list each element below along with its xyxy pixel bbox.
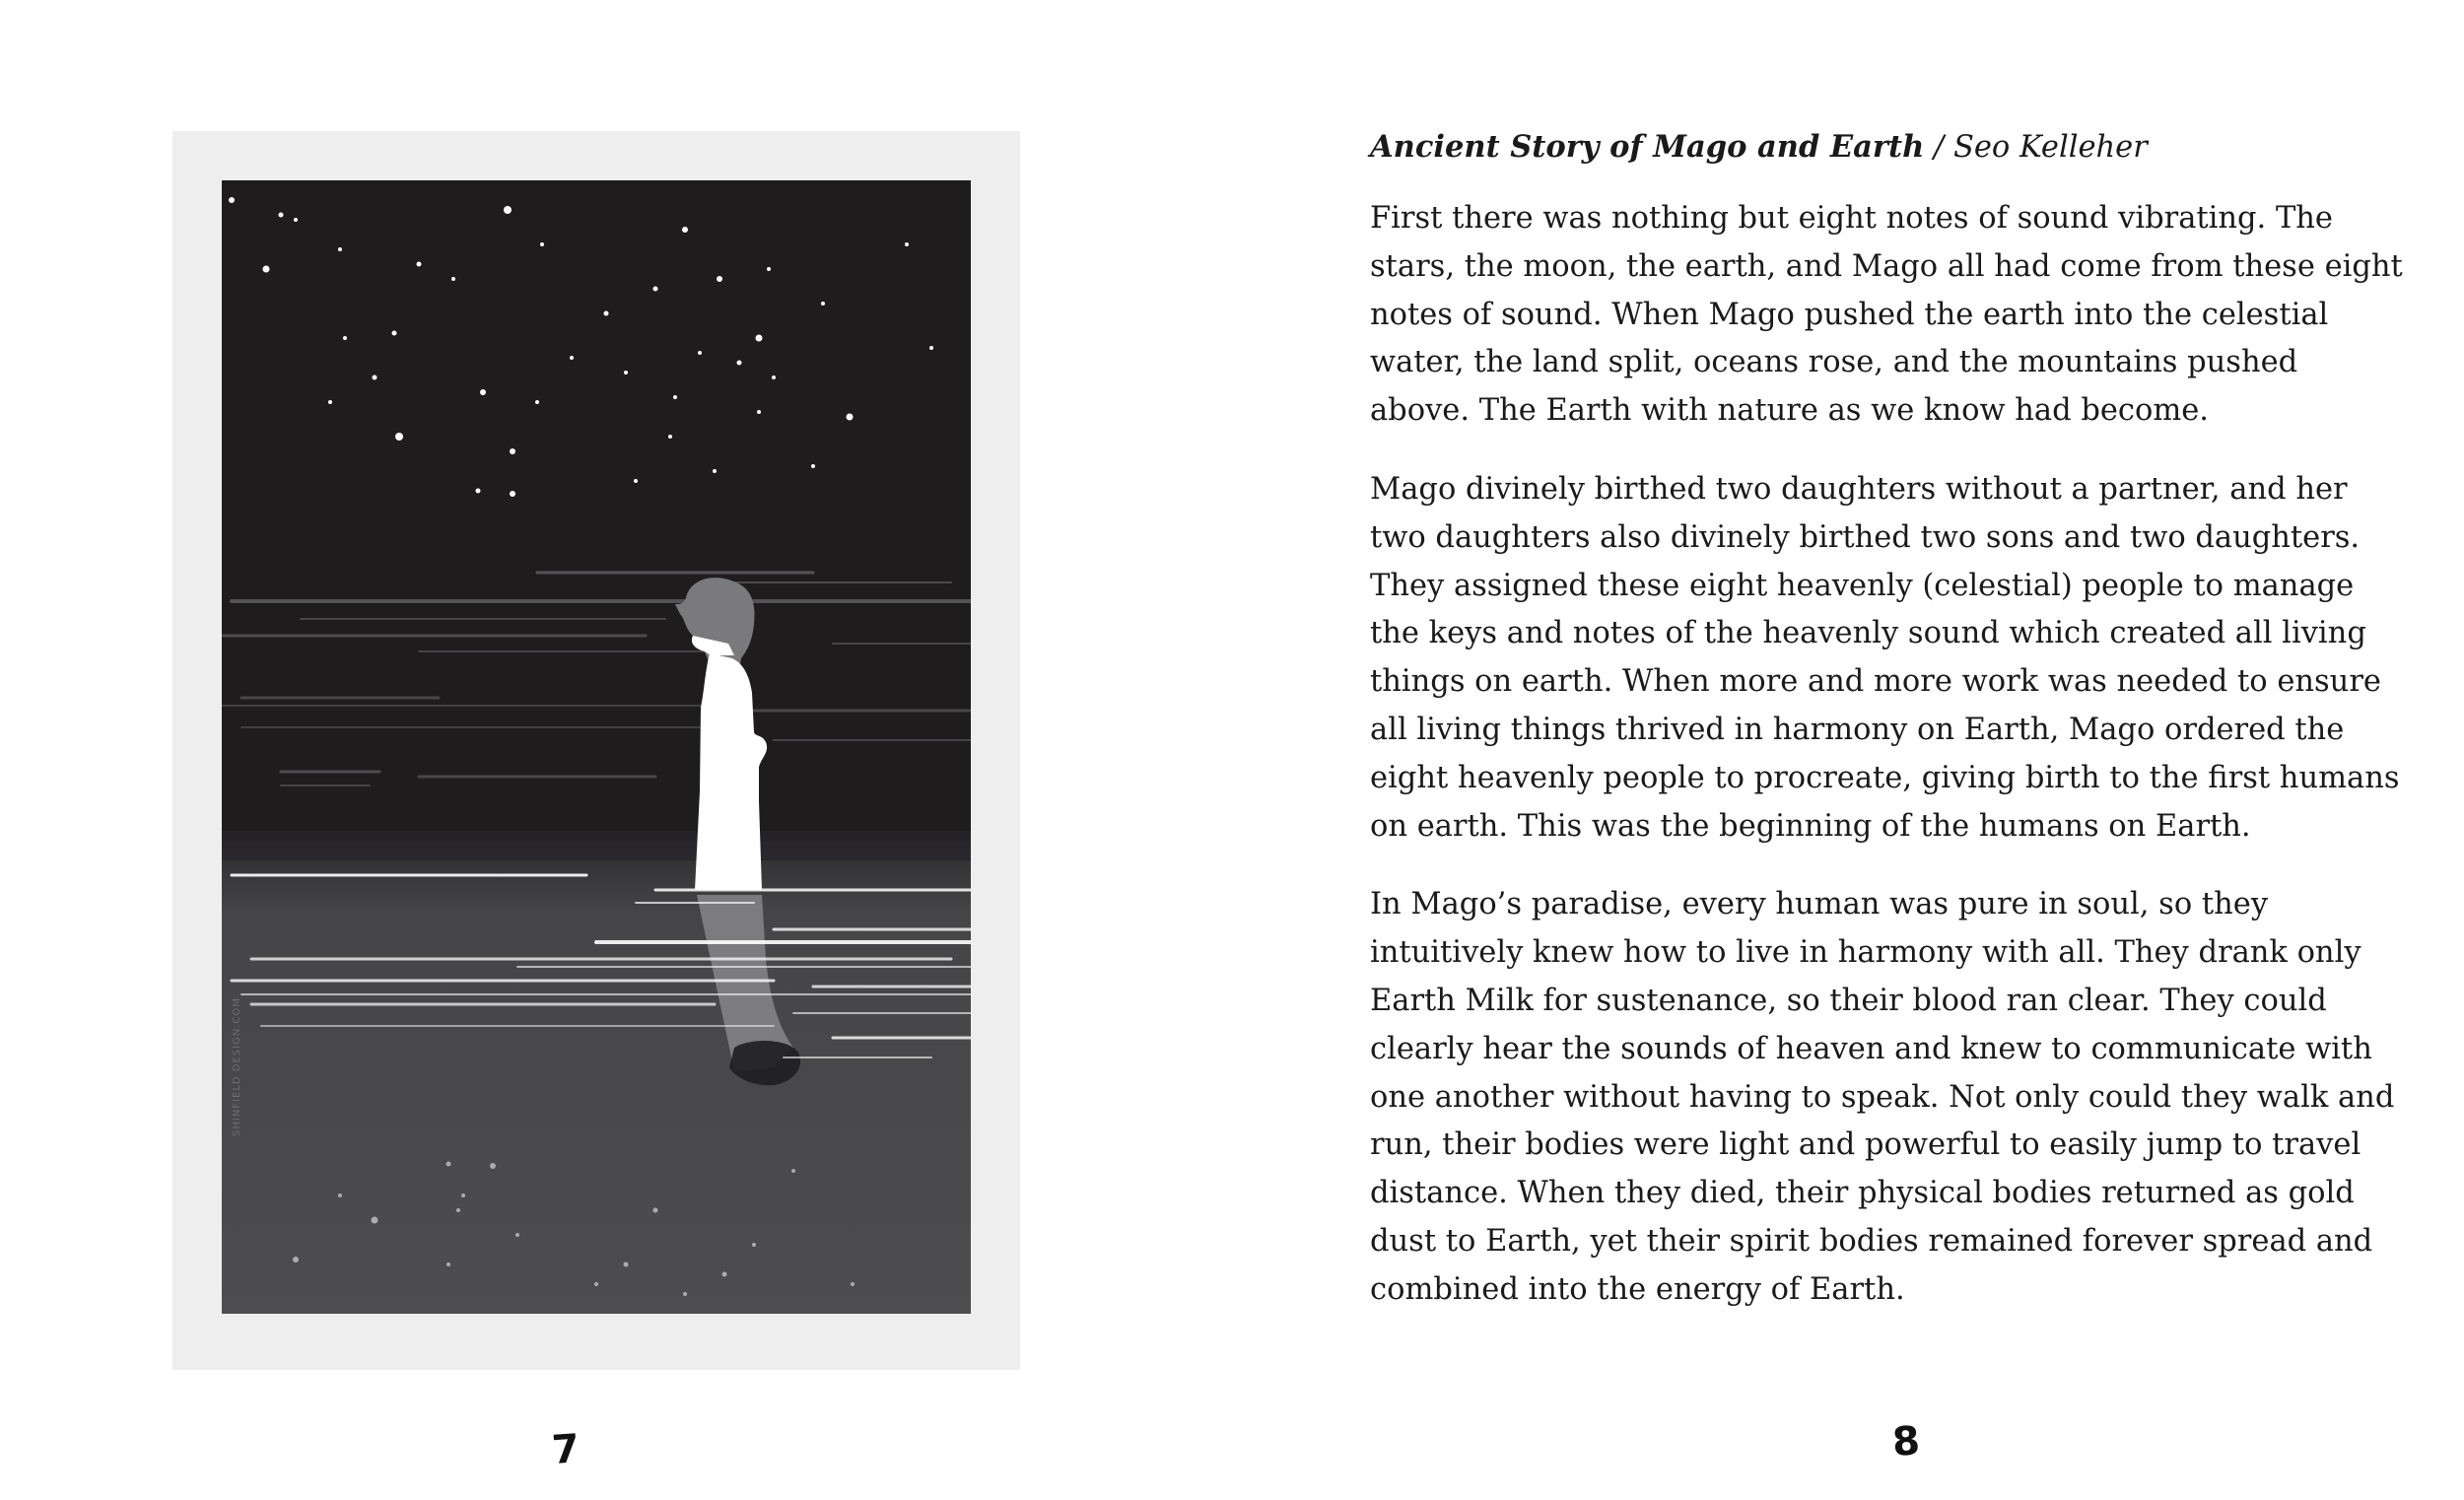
paragraph-1: First there was nothing but eight notes of sound vibrating. The stars, the moon, the earth, and Mago all had come from these eight notes of sound. When Mago pushed the earth into the celestial water, the land split, oceans rose, and the mountains pushed above. The Earth with nature as we know had become. (1370, 201, 2403, 429)
title-separator: / (1924, 130, 1953, 165)
story-text (1370, 123, 2405, 1345)
story-author: Seo Kelleher (1952, 130, 2148, 165)
right-page (1232, 0, 2464, 1500)
water (222, 841, 971, 1314)
illustration-credit: SHINFIELD DESIGN.COM (232, 997, 242, 1136)
story-heading (1370, 123, 2405, 171)
page-number-left: 7 (550, 1426, 582, 1473)
page-number-right: 8 (1890, 1418, 1922, 1466)
night-sky (222, 180, 971, 890)
story-title: Ancient Story of Mago and Earth (1370, 129, 1925, 165)
paragraph-3: In Mago’s paradise, every human was pure in soul, so they intuitively knew how to live in harmony with all. They drank only Earth Milk for sustenance, so their blood ran clear. They could clearly hear the sounds of heaven and knew to communicate with one another without having to speak. Not only could they walk and run, their bodies were light and powerful to easily jump to travel distance. When they died, their physical bodies returned as gold dust to Earth, yet their spirit bodies remained forever spread and combined into the energy of Earth. (1370, 887, 2395, 1307)
illustration-frame (172, 131, 1020, 1370)
illustration (222, 180, 971, 1314)
paragraph-2: Mago divinely birthed two daughters without a partner, and her two daughters also divinely birthed two sons and two daughters. They assigned these eight heavenly (celestial) people to manage the keys and notes of the heavenly sound which created all living things on earth. When more and more work was needed to ensure all living things thrived in harmony on Earth, Mago ordered the eight heavenly people to procreate, giving birth to the first humans on earth. This was the beginning of the humans on Earth. (1370, 471, 2400, 844)
